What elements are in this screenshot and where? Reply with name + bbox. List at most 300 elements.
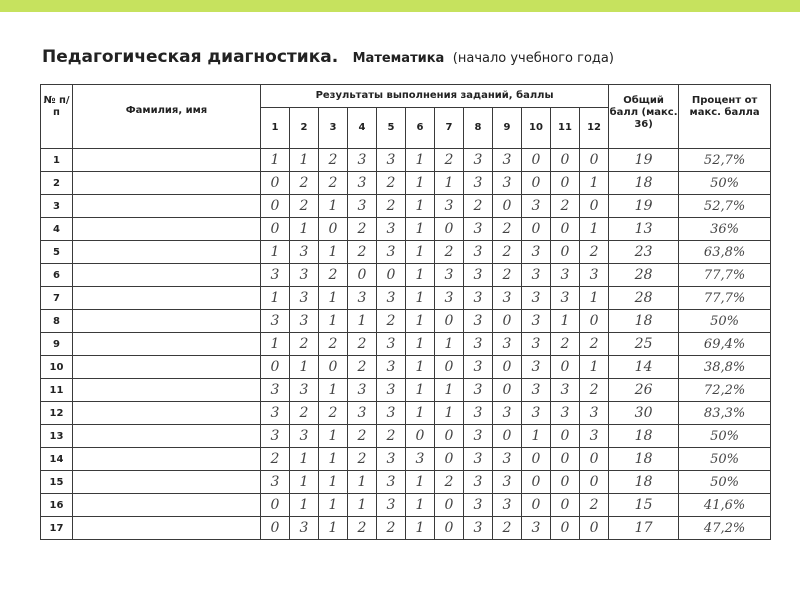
student-name-cell — [73, 310, 261, 333]
score-cell: 0 — [522, 149, 551, 172]
score-cell: 1 — [348, 471, 377, 494]
score-cell: 0 — [493, 195, 522, 218]
score-cell: 1 — [435, 379, 464, 402]
total-score-cell: 25 — [609, 333, 679, 356]
score-cell: 2 — [319, 264, 348, 287]
score-cell: 1 — [406, 402, 435, 425]
score-cell: 3 — [493, 172, 522, 195]
score-cell: 1 — [406, 517, 435, 540]
percent-cell: 50% — [679, 448, 771, 471]
table-row — [41, 195, 771, 218]
score-cell: 0 — [435, 218, 464, 241]
score-cell: 1 — [406, 379, 435, 402]
score-cell: 3 — [377, 333, 406, 356]
score-cell: 0 — [551, 172, 580, 195]
document-title — [42, 47, 614, 67]
score-cell: 0 — [435, 425, 464, 448]
percent-cell: 63,8% — [679, 241, 771, 264]
total-score-cell: 18 — [609, 172, 679, 195]
score-cell: 1 — [290, 448, 319, 471]
score-cell: 3 — [377, 218, 406, 241]
score-cell: 0 — [551, 448, 580, 471]
total-score-cell: 14 — [609, 356, 679, 379]
score-cell: 1 — [406, 195, 435, 218]
score-cell: 0 — [580, 149, 609, 172]
score-cell: 1 — [319, 471, 348, 494]
percent-cell: 77,7% — [679, 287, 771, 310]
score-cell: 2 — [435, 241, 464, 264]
score-cell: 3 — [522, 310, 551, 333]
score-cell: 1 — [290, 471, 319, 494]
score-cell: 3 — [261, 379, 290, 402]
score-cell: 1 — [261, 149, 290, 172]
score-cell: 0 — [493, 356, 522, 379]
row-number: 2 — [41, 172, 73, 195]
score-cell: 3 — [522, 517, 551, 540]
score-cell: 2 — [551, 195, 580, 218]
score-cell: 3 — [464, 333, 493, 356]
score-cell: 1 — [319, 448, 348, 471]
row-number: 12 — [41, 402, 73, 425]
score-cell: 1 — [406, 264, 435, 287]
score-cell: 3 — [464, 264, 493, 287]
table-row — [41, 402, 771, 425]
score-cell: 2 — [290, 402, 319, 425]
score-cell: 3 — [348, 149, 377, 172]
total-score-cell: 30 — [609, 402, 679, 425]
score-cell: 3 — [377, 287, 406, 310]
table-row — [41, 241, 771, 264]
table-row — [41, 494, 771, 517]
score-cell: 3 — [464, 448, 493, 471]
score-cell: 1 — [435, 172, 464, 195]
title-subject: Математика — [352, 51, 445, 66]
row-number: 7 — [41, 287, 73, 310]
score-cell: 1 — [406, 494, 435, 517]
col-header-name: Фамилия, имя — [73, 85, 261, 149]
score-cell: 3 — [435, 264, 464, 287]
score-cell: 3 — [377, 241, 406, 264]
score-cell: 2 — [348, 517, 377, 540]
row-number: 8 — [41, 310, 73, 333]
percent-cell: 52,7% — [679, 149, 771, 172]
score-cell: 3 — [464, 172, 493, 195]
score-cell: 1 — [290, 356, 319, 379]
header-row-top — [41, 85, 771, 108]
task-number-header: 1 — [261, 108, 290, 149]
score-cell: 0 — [551, 425, 580, 448]
score-cell: 0 — [348, 264, 377, 287]
score-cell: 0 — [522, 471, 551, 494]
total-score-cell: 17 — [609, 517, 679, 540]
table-row — [41, 218, 771, 241]
score-cell: 2 — [435, 471, 464, 494]
diagnostics-table — [40, 84, 771, 540]
student-name-cell — [73, 241, 261, 264]
score-cell: 3 — [348, 195, 377, 218]
score-cell: 1 — [406, 172, 435, 195]
score-cell: 3 — [580, 264, 609, 287]
score-cell: 0 — [261, 494, 290, 517]
score-cell: 3 — [464, 402, 493, 425]
score-cell: 1 — [319, 287, 348, 310]
score-cell: 1 — [319, 379, 348, 402]
table-row — [41, 287, 771, 310]
score-cell: 1 — [522, 425, 551, 448]
score-cell: 2 — [493, 218, 522, 241]
task-number-header: 3 — [319, 108, 348, 149]
score-cell: 3 — [464, 494, 493, 517]
score-cell: 3 — [522, 241, 551, 264]
percent-cell: 72,2% — [679, 379, 771, 402]
row-number: 15 — [41, 471, 73, 494]
score-cell: 3 — [493, 448, 522, 471]
score-cell: 2 — [377, 310, 406, 333]
score-cell: 2 — [348, 356, 377, 379]
table-row — [41, 425, 771, 448]
score-cell: 0 — [522, 172, 551, 195]
score-cell: 0 — [551, 241, 580, 264]
score-cell: 1 — [551, 310, 580, 333]
score-cell: 3 — [290, 379, 319, 402]
score-cell: 3 — [261, 425, 290, 448]
score-cell: 3 — [348, 287, 377, 310]
score-cell: 0 — [406, 425, 435, 448]
score-cell: 0 — [261, 517, 290, 540]
score-cell: 2 — [348, 241, 377, 264]
score-cell: 3 — [348, 402, 377, 425]
score-cell: 3 — [493, 149, 522, 172]
row-number: 1 — [41, 149, 73, 172]
percent-cell: 50% — [679, 471, 771, 494]
score-cell: 2 — [551, 333, 580, 356]
score-cell: 3 — [290, 517, 319, 540]
score-cell: 3 — [290, 264, 319, 287]
score-cell: 3 — [435, 287, 464, 310]
score-cell: 2 — [493, 264, 522, 287]
score-cell: 0 — [580, 471, 609, 494]
score-cell: 0 — [551, 517, 580, 540]
score-cell: 2 — [377, 195, 406, 218]
task-number-header: 9 — [493, 108, 522, 149]
score-cell: 0 — [580, 310, 609, 333]
score-cell: 3 — [464, 310, 493, 333]
score-cell: 0 — [261, 218, 290, 241]
score-cell: 0 — [435, 494, 464, 517]
student-name-cell — [73, 379, 261, 402]
score-cell: 0 — [522, 448, 551, 471]
table-row — [41, 471, 771, 494]
score-cell: 1 — [319, 241, 348, 264]
score-cell: 0 — [493, 379, 522, 402]
student-name-cell — [73, 264, 261, 287]
score-cell: 3 — [464, 425, 493, 448]
score-cell: 3 — [551, 379, 580, 402]
score-cell: 1 — [319, 310, 348, 333]
score-cell: 1 — [406, 218, 435, 241]
score-cell: 2 — [290, 172, 319, 195]
student-name-cell — [73, 425, 261, 448]
score-cell: 3 — [580, 402, 609, 425]
table-row — [41, 356, 771, 379]
score-cell: 3 — [464, 379, 493, 402]
task-number-header: 5 — [377, 108, 406, 149]
score-cell: 1 — [406, 149, 435, 172]
total-score-cell: 18 — [609, 425, 679, 448]
score-cell: 1 — [406, 471, 435, 494]
student-name-cell — [73, 356, 261, 379]
score-cell: 2 — [435, 149, 464, 172]
score-cell: 1 — [319, 494, 348, 517]
score-cell: 2 — [377, 425, 406, 448]
score-cell: 0 — [261, 195, 290, 218]
row-number: 13 — [41, 425, 73, 448]
task-number-header: 6 — [406, 108, 435, 149]
score-cell: 3 — [522, 333, 551, 356]
score-cell: 0 — [580, 448, 609, 471]
score-cell: 2 — [580, 241, 609, 264]
student-name-cell — [73, 471, 261, 494]
score-cell: 3 — [377, 379, 406, 402]
score-cell: 3 — [377, 471, 406, 494]
score-cell: 0 — [435, 356, 464, 379]
score-cell: 1 — [580, 287, 609, 310]
score-cell: 3 — [377, 448, 406, 471]
row-number: 14 — [41, 448, 73, 471]
score-cell: 2 — [319, 402, 348, 425]
total-score-cell: 15 — [609, 494, 679, 517]
student-name-cell — [73, 149, 261, 172]
table-row — [41, 448, 771, 471]
table-row — [41, 172, 771, 195]
score-cell: 3 — [290, 425, 319, 448]
score-cell: 1 — [319, 195, 348, 218]
score-cell: 0 — [551, 149, 580, 172]
top-accent-bar — [0, 0, 800, 12]
percent-cell: 52,7% — [679, 195, 771, 218]
score-cell: 3 — [348, 172, 377, 195]
row-number: 5 — [41, 241, 73, 264]
student-name-cell — [73, 195, 261, 218]
score-cell: 1 — [406, 287, 435, 310]
score-cell: 1 — [290, 218, 319, 241]
student-name-cell — [73, 517, 261, 540]
score-cell: 1 — [580, 172, 609, 195]
percent-cell: 47,2% — [679, 517, 771, 540]
score-cell: 0 — [493, 425, 522, 448]
total-score-cell: 19 — [609, 149, 679, 172]
row-number: 4 — [41, 218, 73, 241]
score-cell: 3 — [464, 287, 493, 310]
total-score-cell: 28 — [609, 264, 679, 287]
score-cell: 2 — [580, 333, 609, 356]
score-cell: 2 — [493, 517, 522, 540]
score-cell: 2 — [348, 425, 377, 448]
score-cell: 3 — [464, 149, 493, 172]
score-cell: 2 — [290, 195, 319, 218]
percent-cell: 50% — [679, 172, 771, 195]
score-cell: 2 — [261, 448, 290, 471]
score-cell: 3 — [493, 402, 522, 425]
score-cell: 2 — [377, 172, 406, 195]
score-cell: 2 — [348, 333, 377, 356]
score-cell: 1 — [348, 494, 377, 517]
student-name-cell — [73, 402, 261, 425]
total-score-cell: 19 — [609, 195, 679, 218]
score-cell: 0 — [319, 218, 348, 241]
score-cell: 3 — [406, 448, 435, 471]
score-cell: 1 — [319, 425, 348, 448]
percent-cell: 38,8% — [679, 356, 771, 379]
score-cell: 3 — [261, 310, 290, 333]
score-cell: 1 — [261, 287, 290, 310]
score-cell: 1 — [261, 241, 290, 264]
score-cell: 3 — [290, 241, 319, 264]
score-cell: 0 — [435, 448, 464, 471]
total-score-cell: 18 — [609, 448, 679, 471]
total-score-cell: 23 — [609, 241, 679, 264]
col-header-percent: Процент от макс. балла — [679, 85, 771, 149]
task-number-header: 7 — [435, 108, 464, 149]
task-number-header: 2 — [290, 108, 319, 149]
score-cell: 3 — [551, 287, 580, 310]
row-number: 11 — [41, 379, 73, 402]
score-cell: 2 — [319, 333, 348, 356]
score-cell: 3 — [377, 402, 406, 425]
score-cell: 1 — [406, 241, 435, 264]
score-cell: 3 — [493, 494, 522, 517]
score-cell: 3 — [551, 264, 580, 287]
percent-cell: 83,3% — [679, 402, 771, 425]
percent-cell: 36% — [679, 218, 771, 241]
score-cell: 1 — [261, 333, 290, 356]
score-cell: 3 — [493, 471, 522, 494]
score-cell: 3 — [464, 471, 493, 494]
title-main: Педагогическая диагностика. — [42, 47, 339, 67]
score-cell: 0 — [522, 494, 551, 517]
score-cell: 0 — [493, 310, 522, 333]
total-score-cell: 18 — [609, 310, 679, 333]
score-cell: 3 — [348, 379, 377, 402]
score-cell: 3 — [377, 149, 406, 172]
score-cell: 0 — [377, 264, 406, 287]
score-cell: 3 — [464, 241, 493, 264]
row-number: 16 — [41, 494, 73, 517]
row-number: 10 — [41, 356, 73, 379]
table-row — [41, 333, 771, 356]
score-cell: 2 — [290, 333, 319, 356]
row-number: 17 — [41, 517, 73, 540]
percent-cell: 69,4% — [679, 333, 771, 356]
percent-cell: 50% — [679, 310, 771, 333]
score-cell: 3 — [522, 402, 551, 425]
score-cell: 3 — [464, 356, 493, 379]
student-name-cell — [73, 494, 261, 517]
score-cell: 3 — [290, 287, 319, 310]
student-name-cell — [73, 333, 261, 356]
score-cell: 3 — [522, 287, 551, 310]
row-number: 3 — [41, 195, 73, 218]
col-header-num: № п/п — [41, 85, 73, 149]
percent-cell: 77,7% — [679, 264, 771, 287]
total-score-cell: 26 — [609, 379, 679, 402]
table-row — [41, 264, 771, 287]
score-cell: 3 — [435, 195, 464, 218]
score-cell: 0 — [551, 494, 580, 517]
score-cell: 1 — [290, 494, 319, 517]
task-number-header: 4 — [348, 108, 377, 149]
score-cell: 2 — [580, 379, 609, 402]
table-body — [41, 149, 771, 540]
col-header-results: Результаты выполнения заданий, баллы — [261, 85, 609, 108]
score-cell: 2 — [319, 172, 348, 195]
score-cell: 3 — [377, 494, 406, 517]
score-cell: 3 — [261, 264, 290, 287]
score-cell: 2 — [348, 218, 377, 241]
score-cell: 3 — [522, 379, 551, 402]
percent-cell: 50% — [679, 425, 771, 448]
student-name-cell — [73, 448, 261, 471]
score-cell: 0 — [551, 471, 580, 494]
score-cell: 1 — [580, 218, 609, 241]
score-cell: 2 — [464, 195, 493, 218]
score-cell: 3 — [580, 425, 609, 448]
score-cell: 0 — [551, 356, 580, 379]
percent-cell: 41,6% — [679, 494, 771, 517]
score-cell: 0 — [261, 172, 290, 195]
score-cell: 0 — [580, 517, 609, 540]
row-number: 9 — [41, 333, 73, 356]
score-cell: 3 — [290, 310, 319, 333]
table-row — [41, 517, 771, 540]
row-number: 6 — [41, 264, 73, 287]
table-row — [41, 379, 771, 402]
score-cell: 3 — [522, 264, 551, 287]
score-cell: 1 — [319, 517, 348, 540]
score-cell: 2 — [319, 149, 348, 172]
score-cell: 2 — [377, 517, 406, 540]
score-cell: 0 — [435, 310, 464, 333]
score-cell: 1 — [435, 333, 464, 356]
score-cell: 3 — [261, 402, 290, 425]
score-cell: 3 — [464, 218, 493, 241]
score-cell: 3 — [493, 287, 522, 310]
task-number-header: 8 — [464, 108, 493, 149]
score-cell: 0 — [522, 218, 551, 241]
score-cell: 2 — [493, 241, 522, 264]
score-cell: 2 — [348, 448, 377, 471]
total-score-cell: 13 — [609, 218, 679, 241]
score-cell: 0 — [319, 356, 348, 379]
title-period: (начало учебного года) — [452, 51, 614, 66]
task-number-header: 12 — [580, 108, 609, 149]
total-score-cell: 28 — [609, 287, 679, 310]
score-cell: 1 — [348, 310, 377, 333]
score-cell: 1 — [435, 402, 464, 425]
score-cell: 0 — [580, 195, 609, 218]
score-cell: 3 — [493, 333, 522, 356]
task-number-header: 10 — [522, 108, 551, 149]
student-name-cell — [73, 218, 261, 241]
col-header-total: Общий балл (макс. 36) — [609, 85, 679, 149]
score-cell: 2 — [580, 494, 609, 517]
score-cell: 3 — [522, 356, 551, 379]
score-cell: 3 — [522, 195, 551, 218]
score-cell: 3 — [377, 356, 406, 379]
score-cell: 3 — [464, 517, 493, 540]
score-cell: 1 — [406, 356, 435, 379]
total-score-cell: 18 — [609, 471, 679, 494]
